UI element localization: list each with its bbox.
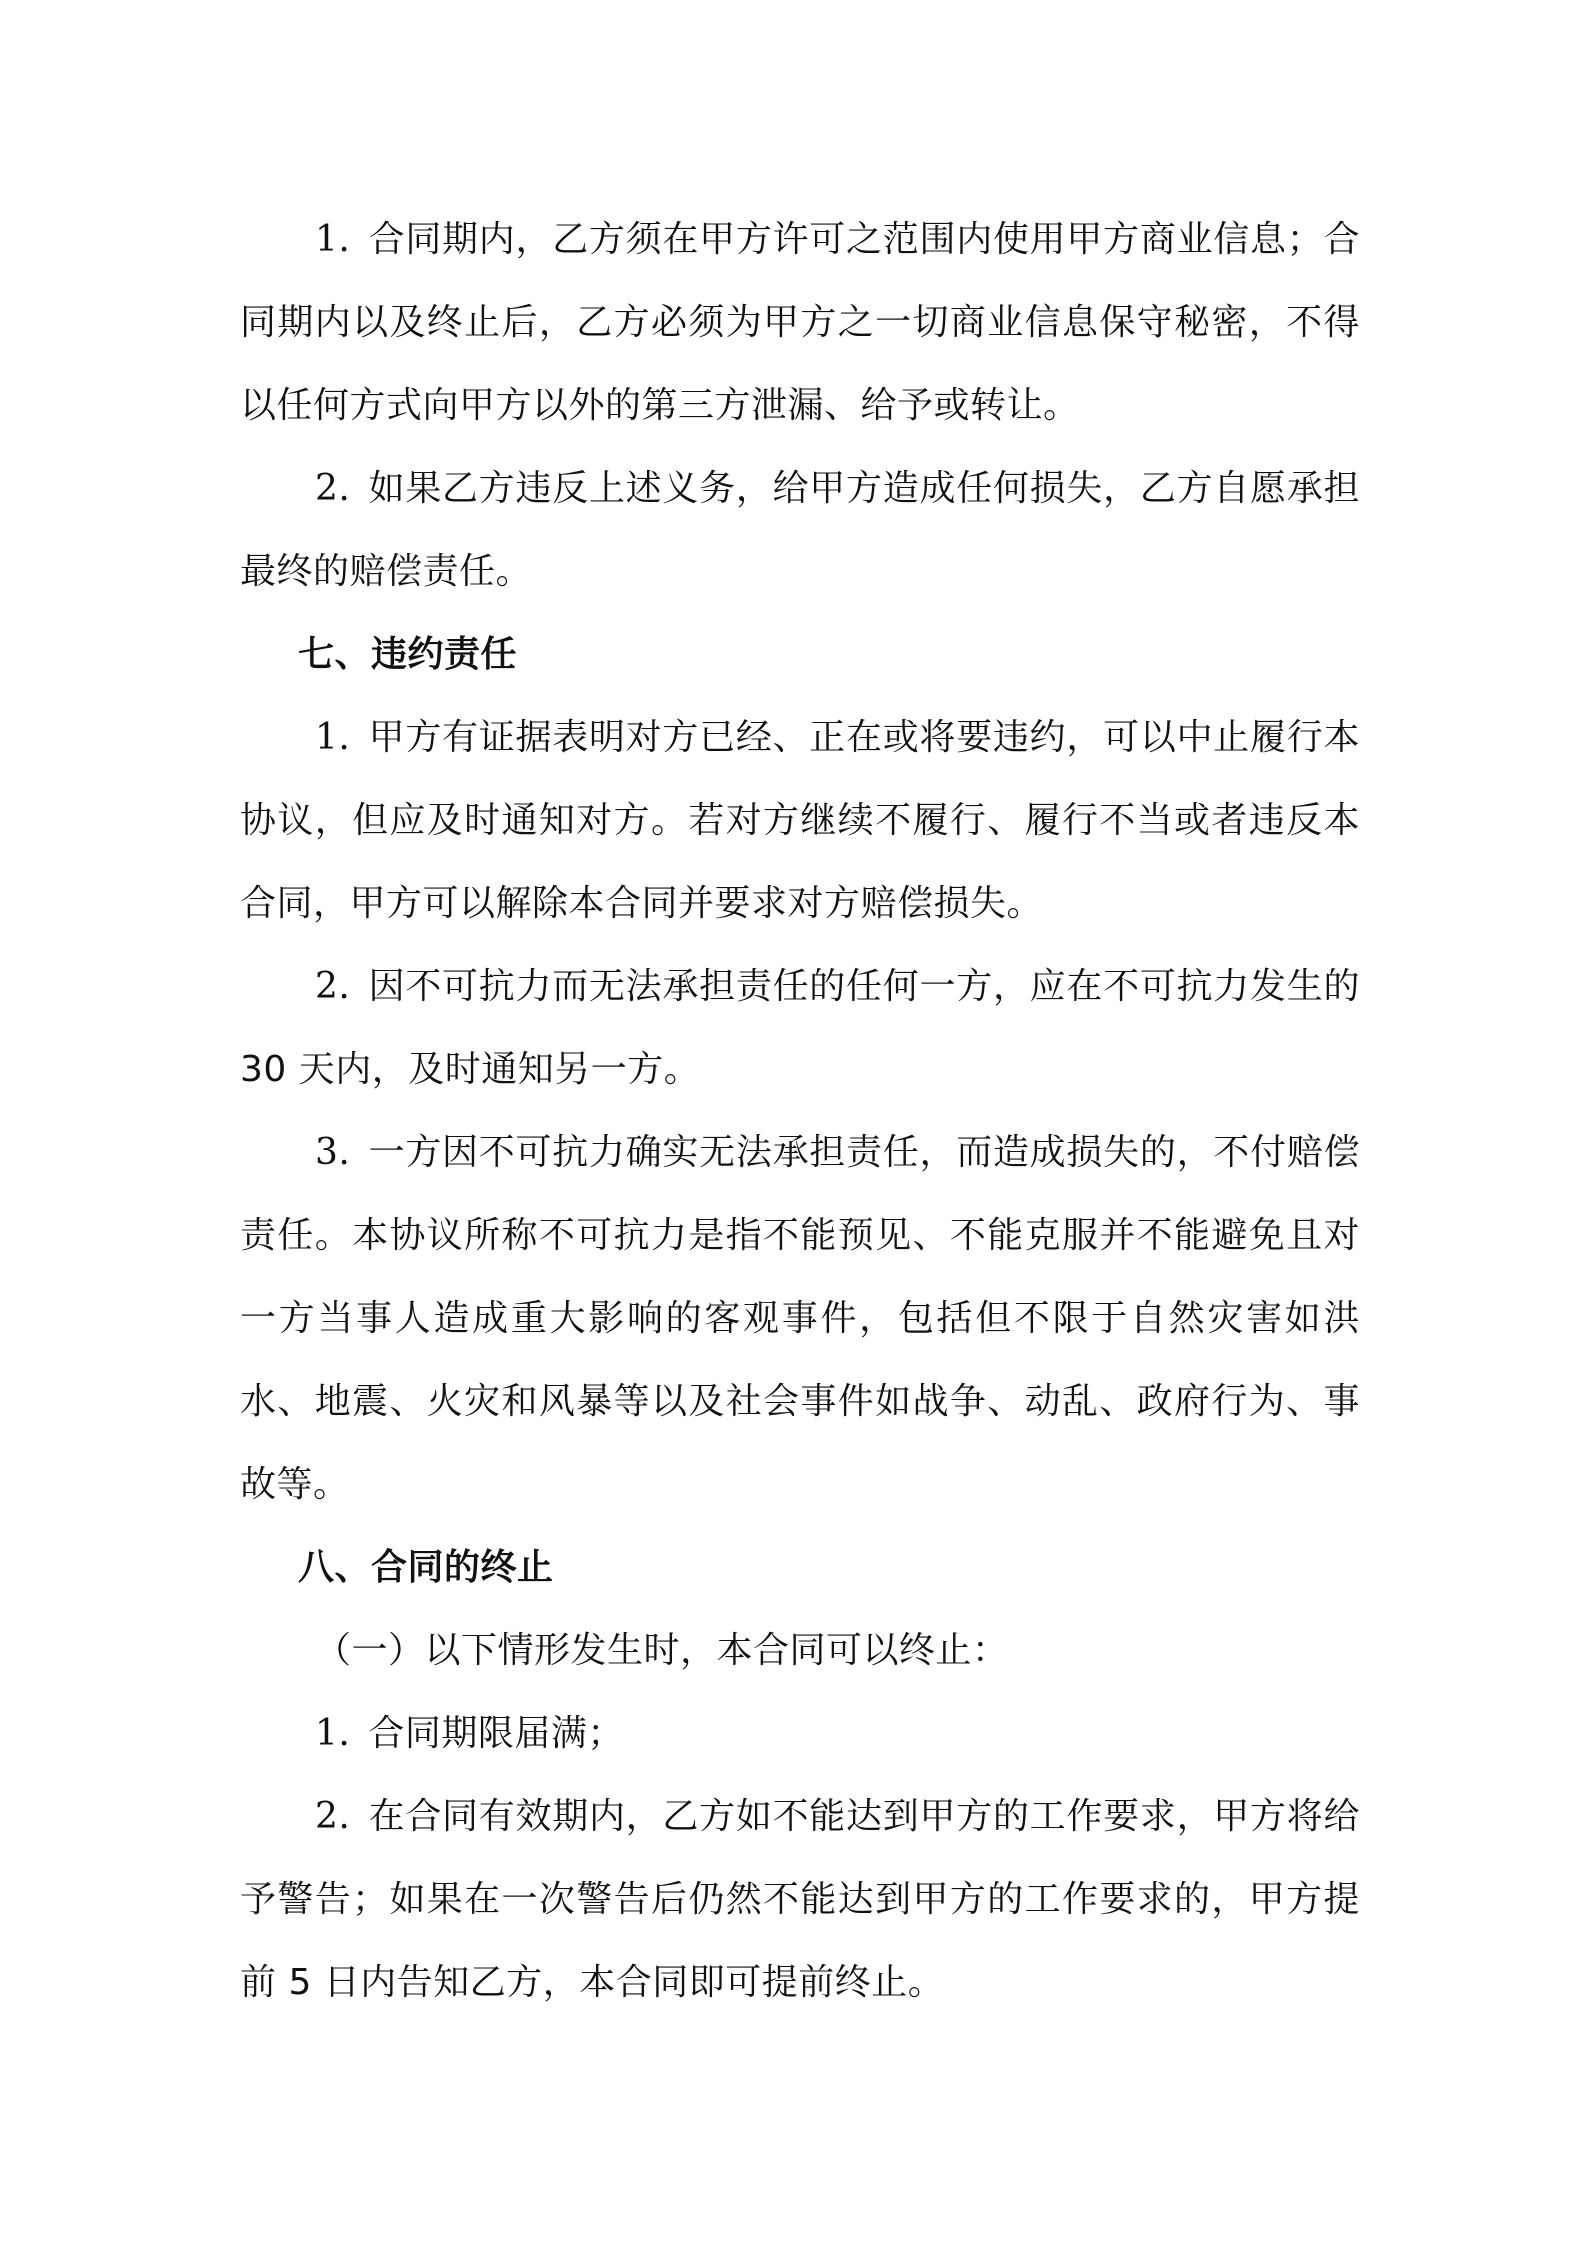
clause-number: 2. (315, 966, 351, 1007)
clause-number: 3. (315, 1132, 351, 1173)
section-heading-breach: 七、违约责任 (298, 634, 518, 675)
clause-number: 1. (315, 219, 351, 260)
clause-confidentiality-1 (240, 198, 1360, 447)
clause-text: 因不可抗力而无法承担责任的任何一方，应在不可抗力发生的 30 天内，及时通知另一方。 (240, 966, 1360, 1090)
clause-termination-1 (240, 1692, 1360, 1775)
clause-breach-1 (240, 696, 1360, 945)
clause-breach-3 (240, 1111, 1360, 1526)
clause-text: 如果乙方违反上述义务，给甲方造成任何损失，乙方自愿承担最终的赔偿责任。 (240, 468, 1360, 592)
clause-number: 1. (315, 717, 351, 758)
clause-confidentiality-2 (240, 447, 1360, 613)
clause-text: 甲方有证据表明对方已经、正在或将要违约，可以中止履行本协议，但应及时通知对方。若对方继续不履行、履行不当或者违反本合同，甲方可以解除本合同并要求对方赔偿损失。 (240, 717, 1360, 924)
clause-text: 合同期限届满； (368, 1713, 624, 1754)
clause-breach-2 (240, 945, 1360, 1111)
clause-text: 合同期内，乙方须在甲方许可之范围内使用甲方商业信息；合同期内以及终止后，乙方必须为甲方之一切商业信息保守秘密，不得以任何方式向甲方以外的第三方泄漏、给予或转让。 (240, 219, 1360, 426)
subsection-heading: （一）以下情形发生时，本合同可以终止： (315, 1630, 1009, 1671)
clause-text: 在合同有效期内，乙方如不能达到甲方的工作要求，甲方将给予警告；如果在一次警告后仍然不能达到甲方的工作要求的，甲方提前 5 日内告知乙方，本合同即可提前终止。 (240, 1796, 1360, 2003)
clause-number: 1. (315, 1713, 351, 1754)
document-page (240, 198, 1360, 2024)
clause-text: 一方因不可抗力确实无法承担责任，而造成损失的，不付赔偿责任。本协议所称不可抗力是指不能预见、不能克服并不能避免且对一方当事人造成重大影响的客观事件，包括但不限于自然灾害如洪水、地震、火灾和风暴等以及社会事件如战争、动乱、政府行为、事故等。 (240, 1132, 1360, 1505)
section-heading-termination: 八、合同的终止 (298, 1547, 554, 1588)
clause-number: 2. (315, 468, 351, 509)
clause-number: 2. (315, 1796, 351, 1837)
clause-termination-2 (240, 1775, 1360, 2024)
